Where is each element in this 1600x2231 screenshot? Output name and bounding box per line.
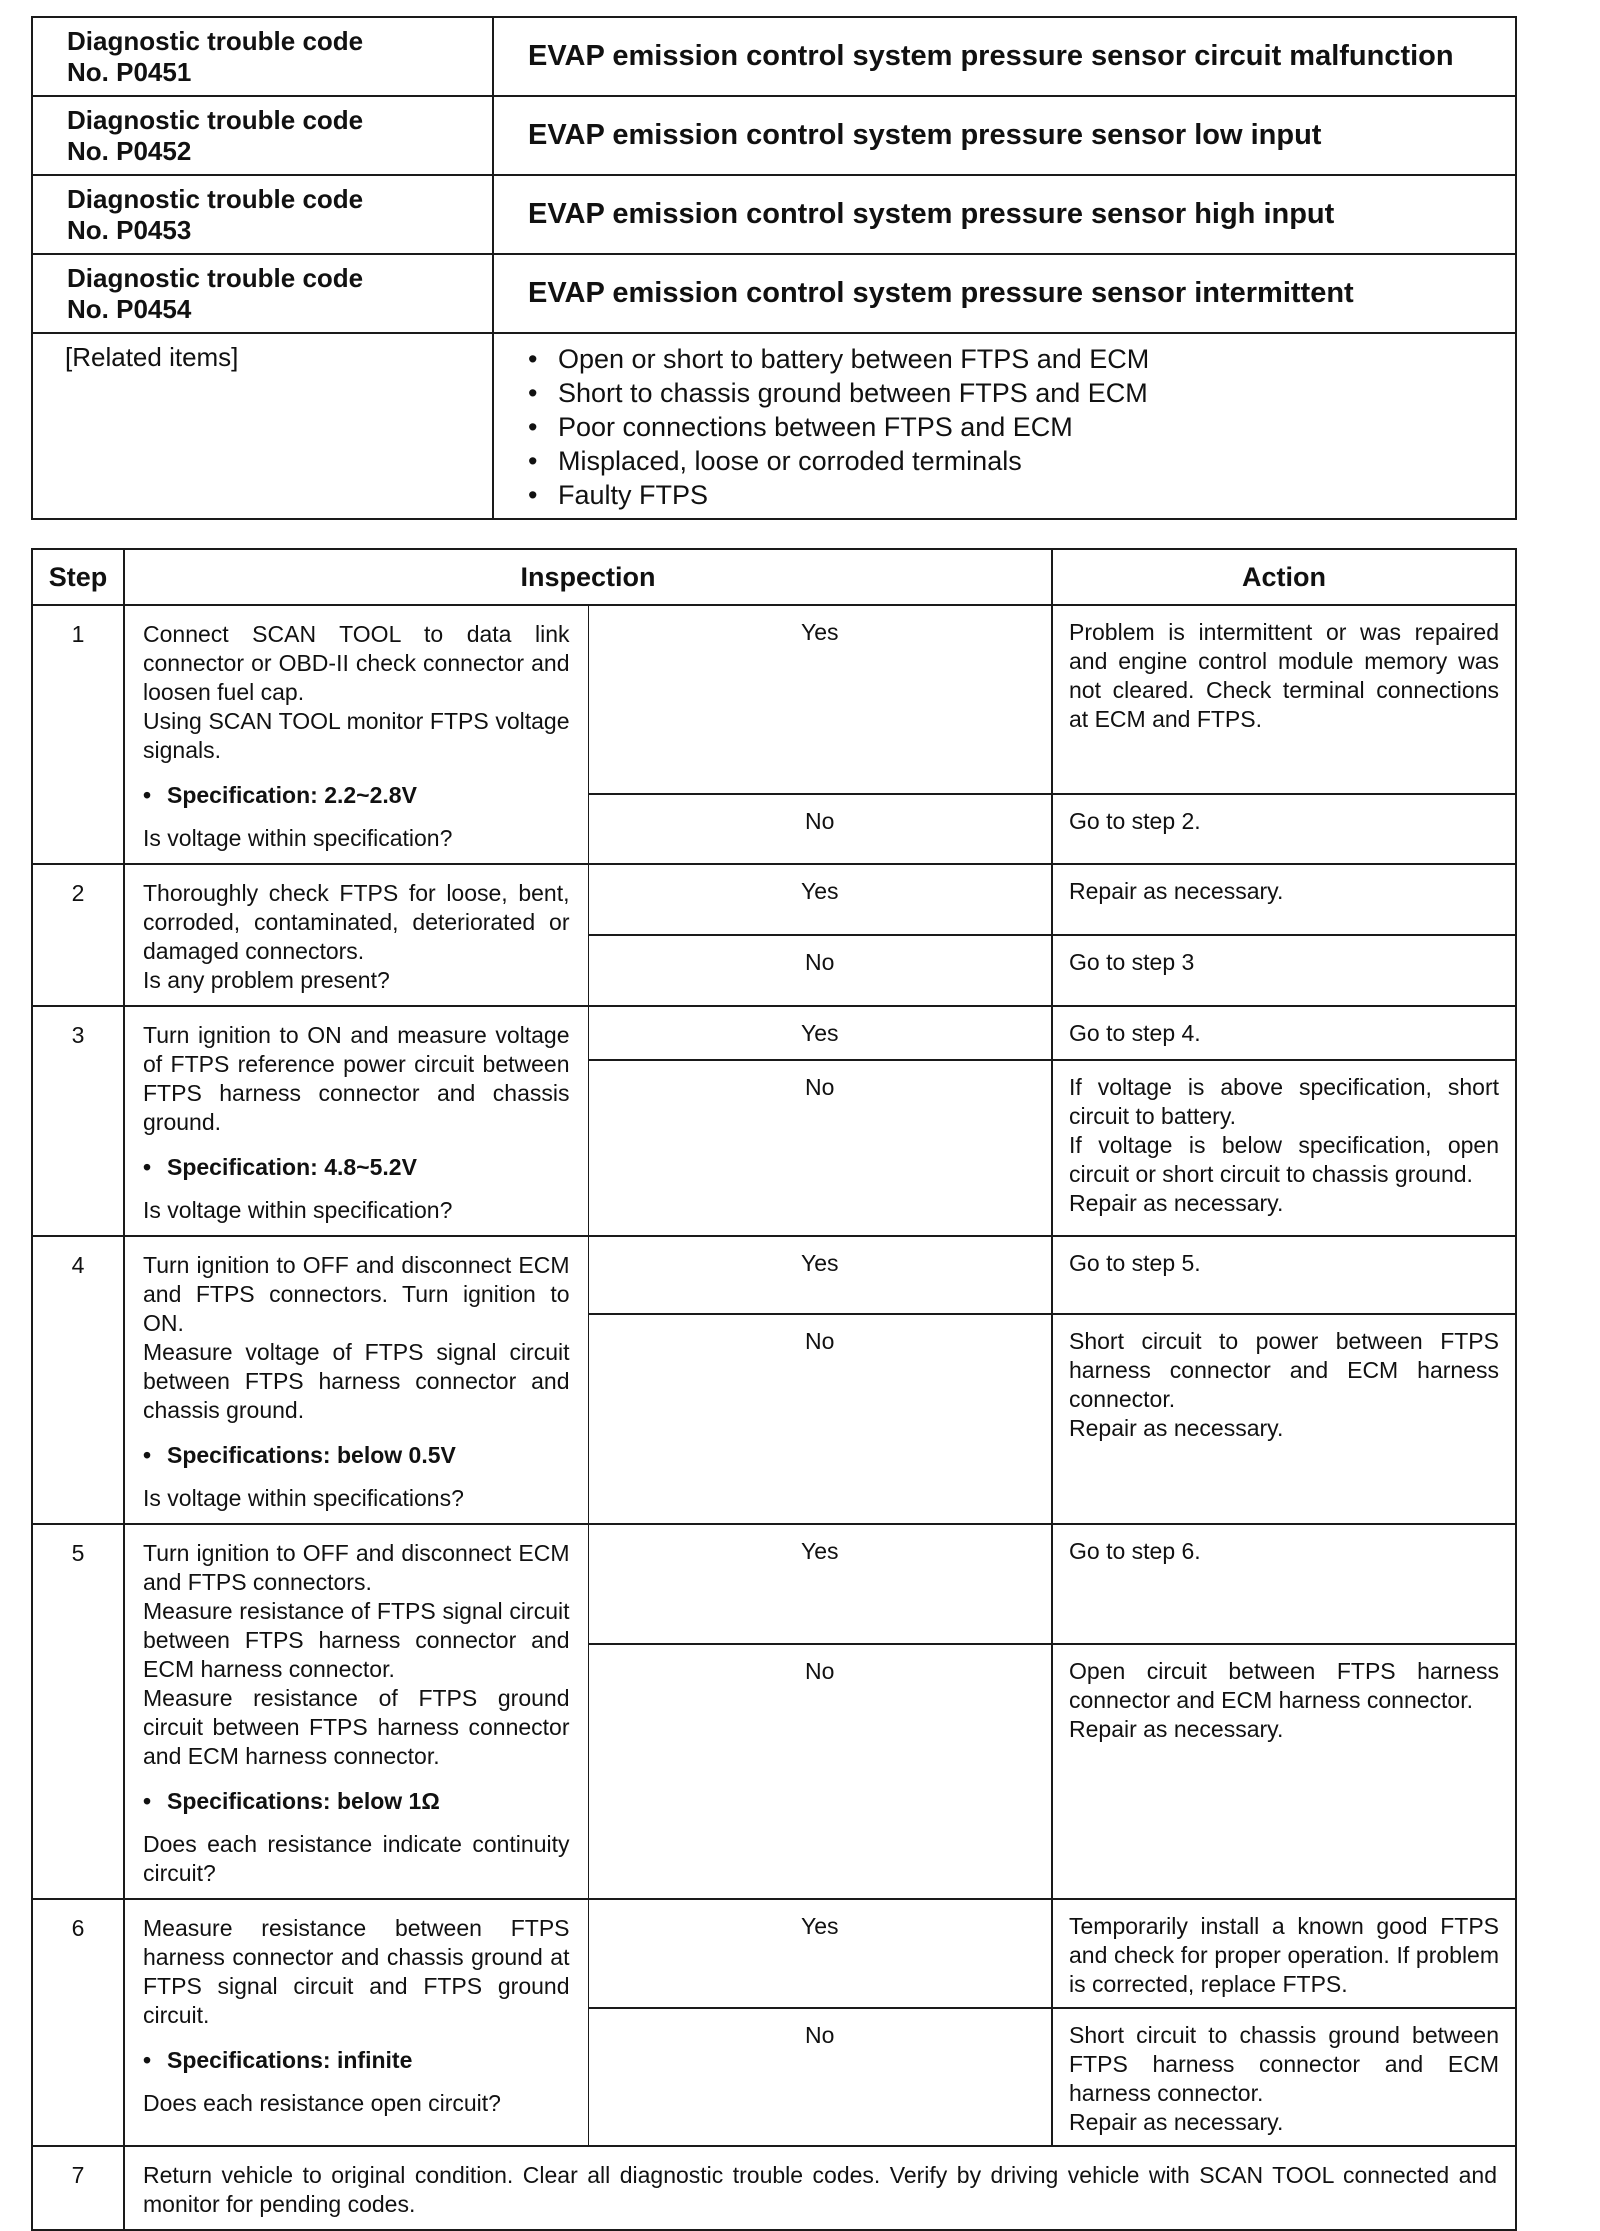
specification: • Specification: 2.2~2.8V — [143, 781, 570, 810]
dtc-code-number: No. P0452 — [67, 136, 192, 166]
no-action — [1052, 1644, 1516, 1899]
step-row — [32, 1524, 1516, 1644]
dtc-row — [32, 175, 1516, 254]
step-row — [32, 1236, 1516, 1314]
step-number: 4 — [32, 1236, 124, 1524]
action-text: Repair as necessary. — [1069, 1414, 1284, 1441]
no-action — [1052, 1314, 1516, 1524]
dtc-code-number: No. P0451 — [67, 57, 192, 87]
action-text: Repair as necessary. — [1069, 878, 1284, 904]
inspection-text: Is any problem present? — [143, 967, 390, 993]
no-label: No — [588, 2008, 1052, 2146]
yes-action — [1052, 1236, 1516, 1314]
action-text: Repair as necessary. — [1069, 1715, 1284, 1742]
dtc-code-cell — [32, 175, 493, 254]
steps-body — [32, 605, 1516, 2230]
inspection-cell — [124, 864, 588, 1006]
no-label: No — [588, 1060, 1052, 1236]
no-label: No — [588, 1314, 1052, 1524]
step-row — [32, 605, 1516, 794]
step-row — [32, 864, 1516, 935]
dtc-description: EVAP emission control system pressure sensor high input — [493, 175, 1516, 254]
action-text: Go to step 4. — [1069, 1020, 1201, 1046]
action-header: Action — [1052, 549, 1516, 605]
step-row — [32, 2146, 1516, 2230]
related-items-label: [Related items] — [32, 333, 493, 519]
action-text: Short circuit to power between FTPS harness connector and ECM harness connector. — [1069, 1327, 1499, 1412]
inspection-question: Is voltage within specification? — [143, 1197, 453, 1223]
step-number: 2 — [32, 864, 124, 1006]
dtc-description: EVAP emission control system pressure sensor circuit malfunction — [493, 17, 1516, 96]
dtc-table — [31, 16, 1517, 520]
dtc-description: EVAP emission control system pressure sensor intermittent — [493, 254, 1516, 333]
no-action — [1052, 1060, 1516, 1236]
related-item: • Open or short to battery between FTPS and ECM — [528, 342, 1505, 376]
inspection-text: Turn ignition to OFF and disconnect ECM and FTPS connectors. — [143, 1540, 570, 1595]
inspection-text: Turn ignition to OFF and disconnect ECM and FTPS connectors. Turn ignition to ON. — [143, 1252, 570, 1336]
step-number: 7 — [32, 2146, 124, 2230]
specification: • Specifications: below 1Ω — [143, 1787, 570, 1816]
inspection-text: Using SCAN TOOL monitor FTPS voltage signals. — [143, 708, 570, 763]
yes-label: Yes — [588, 1236, 1052, 1314]
yes-action — [1052, 1899, 1516, 2008]
yes-action — [1052, 1006, 1516, 1060]
action-text: Open circuit between FTPS harness connector and ECM harness connector. — [1069, 1657, 1499, 1713]
action-text: If voltage is below specification, open circuit or short circuit to chassis ground. — [1069, 1131, 1499, 1187]
inspection-cell — [124, 1236, 588, 1524]
dtc-code-number: No. P0453 — [67, 215, 192, 245]
no-label: No — [588, 1644, 1052, 1899]
action-text: Repair as necessary. — [1069, 1189, 1284, 1216]
inspection-text: Thoroughly check FTPS for loose, bent, corroded, contaminated, deteriorated or damaged connectors. — [143, 880, 570, 964]
action-text: Short circuit to chassis ground between FTPS harness connector and ECM harness connector. — [1069, 2022, 1499, 2106]
inspection-text: Connect SCAN TOOL to data link connector or OBD-II check connector and loosen fuel cap. — [143, 621, 570, 705]
inspection-cell — [124, 1524, 588, 1899]
dtc-row — [32, 254, 1516, 333]
inspection-header: Inspection — [124, 549, 1052, 605]
action-text: Go to step 2. — [1069, 808, 1201, 835]
related-item: • Faulty FTPS — [528, 478, 1505, 512]
dtc-row — [32, 17, 1516, 96]
related-items-list — [494, 334, 1515, 518]
yes-label: Yes — [588, 1899, 1052, 2008]
dtc-code-label: Diagnostic trouble code — [67, 263, 364, 293]
specification: • Specifications: infinite — [143, 2046, 570, 2075]
step-row — [32, 1006, 1516, 1060]
dtc-code-cell — [32, 254, 493, 333]
related-item: • Misplaced, loose or corroded terminals — [528, 444, 1505, 478]
action-text: Repair as necessary. — [1069, 2109, 1284, 2135]
inspection-steps-table — [31, 548, 1517, 2231]
specification: • Specification: 4.8~5.2V — [143, 1153, 570, 1182]
inspection-text: Measure resistance between FTPS harness connector and chassis ground at FTPS signal circuit and FTPS ground circuit. — [143, 1915, 570, 2028]
dtc-code-label: Diagnostic trouble code — [67, 26, 364, 56]
header-row — [32, 549, 1516, 605]
no-action — [1052, 794, 1516, 864]
dtc-description: EVAP emission control system pressure sensor low input — [493, 96, 1516, 175]
inspection-text: Measure voltage of FTPS signal circuit between FTPS harness connector and chassis ground. — [143, 1339, 570, 1423]
dtc-code-cell — [32, 17, 493, 96]
step-number: 5 — [32, 1524, 124, 1899]
inspection-question: Is voltage within specifications? — [143, 1485, 464, 1511]
no-action — [1052, 2008, 1516, 2146]
inspection-cell — [124, 1899, 588, 2146]
no-label: No — [588, 935, 1052, 1006]
step-number: 6 — [32, 1899, 124, 2146]
yes-label: Yes — [588, 864, 1052, 935]
action-text: Go to step 5. — [1069, 1250, 1201, 1276]
yes-action — [1052, 1524, 1516, 1644]
inspection-question: Does each resistance indicate continuity circuit? — [143, 1831, 570, 1886]
specification: • Specifications: below 0.5V — [143, 1441, 570, 1470]
dtc-code-number: No. P0454 — [67, 294, 192, 324]
inspection-question: Does each resistance open circuit? — [143, 2090, 501, 2116]
inspection-cell — [124, 1006, 588, 1236]
yes-action — [1052, 605, 1516, 794]
no-label: No — [588, 794, 1052, 864]
inspection-text: Measure resistance of FTPS signal circuit between FTPS harness connector and ECM harness connector. — [143, 1598, 570, 1682]
action-text: Go to step 6. — [1069, 1538, 1201, 1564]
related-item: • Poor connections between FTPS and ECM — [528, 410, 1505, 444]
dtc-code-cell — [32, 96, 493, 175]
step-number: 3 — [32, 1006, 124, 1236]
yes-label: Yes — [588, 1524, 1052, 1644]
action-text: If voltage is above specification, short circuit to battery. — [1069, 1073, 1499, 1129]
inspection-text: Measure resistance of FTPS ground circuit between FTPS harness connector and ECM harness connector. — [143, 1685, 570, 1769]
inspection-text: Return vehicle to original condition. Clear all diagnostic trouble codes. Verify by driving vehicle with SCAN TOOL connected and monitor for pending codes. — [124, 2146, 1516, 2230]
related-items-row — [32, 333, 1516, 519]
related-items-cell — [493, 333, 1516, 519]
dtc-code-label: Diagnostic trouble code — [67, 105, 364, 135]
no-action — [1052, 935, 1516, 1006]
inspection-cell — [124, 605, 588, 864]
yes-label: Yes — [588, 605, 1052, 794]
yes-action — [1052, 864, 1516, 935]
action-text: Temporarily install a known good FTPS and check for proper operation. If problem is corrected, replace FTPS. — [1069, 1913, 1499, 1997]
step-header: Step — [32, 549, 124, 605]
inspection-text: Turn ignition to ON and measure voltage of FTPS reference power circuit between FTPS harness connector and chassis ground. — [143, 1022, 570, 1135]
step-number: 1 — [32, 605, 124, 864]
dtc-code-label: Diagnostic trouble code — [67, 184, 364, 214]
action-text: Problem is intermittent or was repaired and engine control module memory was not cleared. Check terminal connections at ECM and FTPS. — [1069, 619, 1499, 732]
yes-label: Yes — [588, 1006, 1052, 1060]
action-text: Go to step 3 — [1069, 949, 1195, 975]
inspection-question: Is voltage within specification? — [143, 825, 453, 851]
step-row — [32, 1899, 1516, 2008]
dtc-row — [32, 96, 1516, 175]
related-item: • Short to chassis ground between FTPS and ECM — [528, 376, 1505, 410]
